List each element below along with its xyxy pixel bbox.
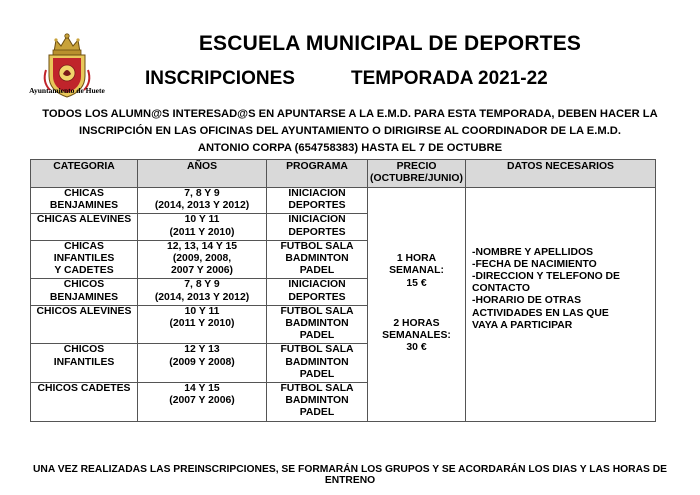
cell-text-line: BADMINTON (285, 356, 349, 368)
datos-item: CONTACTO (472, 283, 530, 295)
cell-text-line: 10 Y 11 (184, 305, 220, 317)
cell-text-line: BADMINTON (285, 253, 349, 265)
cell-text-line: DEPORTES (288, 226, 346, 238)
cell-text-line: BADMINTON (285, 395, 349, 407)
cell-text-line: INICIACION (288, 188, 346, 199)
intro-line: INSCRIPCIÓN EN LAS OFICINAS DEL AYUNTAMIENTO O DIRIGIRSE AL COORDINADOR DE LA E.M.D. (78, 125, 621, 137)
subtitle-temporada: TEMPORADA 2021-22 (351, 68, 548, 89)
header-datos: DATOS NECESARIOS (466, 160, 656, 188)
cell-text-line: 12 Y 13 (184, 344, 220, 356)
cell-text-line: PADEL (299, 368, 335, 380)
cell-text-line: INFANTILES (53, 356, 115, 368)
price-option-2-line: 2 HORAS (393, 317, 440, 329)
cell-anos (138, 188, 267, 214)
cell-text-line: 7, 8 Y 9 (184, 188, 220, 199)
cell-text-line: BENJAMINES (49, 291, 119, 303)
cell-anos (138, 214, 267, 240)
cell-text-line: BADMINTON (285, 318, 349, 330)
cell-programa (267, 344, 368, 383)
cell-text-line: (2014, 2013 Y 2012) (154, 200, 250, 212)
price-option-1-amount: 15 € (406, 277, 427, 289)
datos-item: ACTIVIDADES EN LAS QUE (472, 307, 609, 319)
header-categoria: CATEGORIA (31, 160, 138, 188)
cell-text-line: CHICOS (63, 279, 105, 291)
cell-text-line: FUTBOL SALA (280, 344, 354, 356)
cell-text-line: 2007 Y 2006) (170, 265, 234, 277)
cell-text-line: (2011 Y 2010) (169, 226, 235, 238)
header-precio-line: PRECIO (396, 161, 437, 172)
cell-programa (267, 188, 368, 214)
cell-text-line: PADEL (299, 407, 335, 419)
cell-text-line: CHICAS ALEVINES (36, 214, 132, 226)
cell-programa (267, 279, 368, 305)
cell-programa (267, 383, 368, 422)
table-row (31, 188, 656, 214)
header-programa: PROGRAMA (267, 160, 368, 188)
cell-text-line: PADEL (299, 330, 335, 342)
cell-text-line: INICIACION (288, 214, 346, 226)
cell-categoria (31, 214, 138, 240)
price-option-2-line: SEMANALES: (382, 330, 451, 342)
page-title: ESCUELA MUNICIPAL DE DEPORTES (198, 32, 582, 55)
datos-item: -HORARIO DE OTRAS (472, 295, 582, 307)
header-precio (368, 160, 466, 188)
datos-item: VAYA A PARTICIPAR (472, 319, 573, 331)
inscriptions-table (30, 159, 656, 422)
cell-text-line: 7, 8 Y 9 (184, 279, 220, 291)
cell-text-line: (2009, 2008, (172, 253, 232, 265)
cell-text-line: CHICOS ALEVINES (36, 305, 132, 317)
cell-text-line: CHICAS INFANTILES (53, 240, 115, 265)
cell-categoria (31, 279, 138, 305)
cell-datos-necesarios (466, 188, 656, 422)
cell-text-line: (2014, 2013 Y 2012) (154, 291, 250, 303)
logo-caption: Ayuntamiento de Huete (29, 86, 105, 95)
cell-text-line: 14 Y 15 (184, 383, 220, 395)
cell-text-line: BENJAMINES (49, 200, 119, 212)
cell-categoria (31, 383, 138, 422)
cell-text-line: 12, 13, 14 Y 15 (166, 240, 238, 252)
cell-anos (138, 279, 267, 305)
cell-text-line: 10 Y 11 (184, 214, 220, 226)
cell-precio (368, 188, 466, 422)
cell-programa (267, 214, 368, 240)
intro-paragraph (22, 106, 678, 157)
footer-note: UNA VEZ REALIZADAS LAS PREINSCRIPCIONES, SE FORMARÁN LOS GRUPOS Y SE ACORDARÁN LOS DIAS Y LAS HORAS DE ENTRENO (32, 464, 668, 486)
header-anos: AÑOS (138, 160, 267, 188)
datos-item: -FECHA DE NACIMIENTO (472, 258, 597, 270)
cell-text-line: (2007 Y 2006) (169, 395, 235, 407)
header-precio-line: (OCTUBRE/JUNIO) (370, 173, 463, 184)
cell-text-line: INICIACION (288, 279, 346, 291)
cell-categoria (31, 240, 138, 279)
price-option-1-line: SEMANAL: (389, 265, 444, 277)
cell-anos (138, 305, 267, 344)
cell-text-line: PADEL (299, 265, 335, 277)
cell-text-line: DEPORTES (288, 291, 346, 303)
cell-categoria (31, 344, 138, 383)
cell-text-line: FUTBOL SALA (280, 383, 354, 395)
price-option-1-line: 1 HORA (396, 253, 437, 265)
cell-text-line: (2011 Y 2010) (169, 318, 235, 330)
cell-text-line: CHICOS (63, 344, 105, 356)
cell-text-line: Y CADETES (54, 265, 114, 277)
intro-line: TODOS LOS ALUMN@S INTERESAD@S EN APUNTARSE A LA E.M.D. PARA ESTA TEMPORADA, DEBEN HACER LA (42, 108, 658, 120)
cell-anos (138, 344, 267, 383)
cell-programa (267, 240, 368, 279)
cell-anos (138, 240, 267, 279)
cell-programa (267, 305, 368, 344)
cell-text-line: CHICAS (64, 188, 104, 199)
datos-item: -NOMBRE Y APELLIDOS (472, 246, 594, 258)
datos-item: -DIRECCION Y TELEFONO DE (472, 271, 620, 283)
cell-text-line: FUTBOL SALA (280, 240, 354, 252)
cell-categoria (31, 305, 138, 344)
cell-text-line: (2009 Y 2008) (169, 356, 235, 368)
price-option-2-amount: 30 € (406, 342, 427, 354)
cell-text-line: FUTBOL SALA (280, 305, 354, 317)
subtitle-inscripciones: INSCRIPCIONES (145, 68, 295, 89)
cell-text-line: DEPORTES (288, 200, 346, 212)
cell-categoria (31, 188, 138, 214)
intro-line: ANTONIO CORPA (654758383) HASTA EL 7 DE OCTUBRE (197, 142, 503, 154)
cell-text-line: CHICOS CADETES (37, 383, 131, 395)
cell-anos (138, 383, 267, 422)
table-header-row (31, 160, 656, 188)
